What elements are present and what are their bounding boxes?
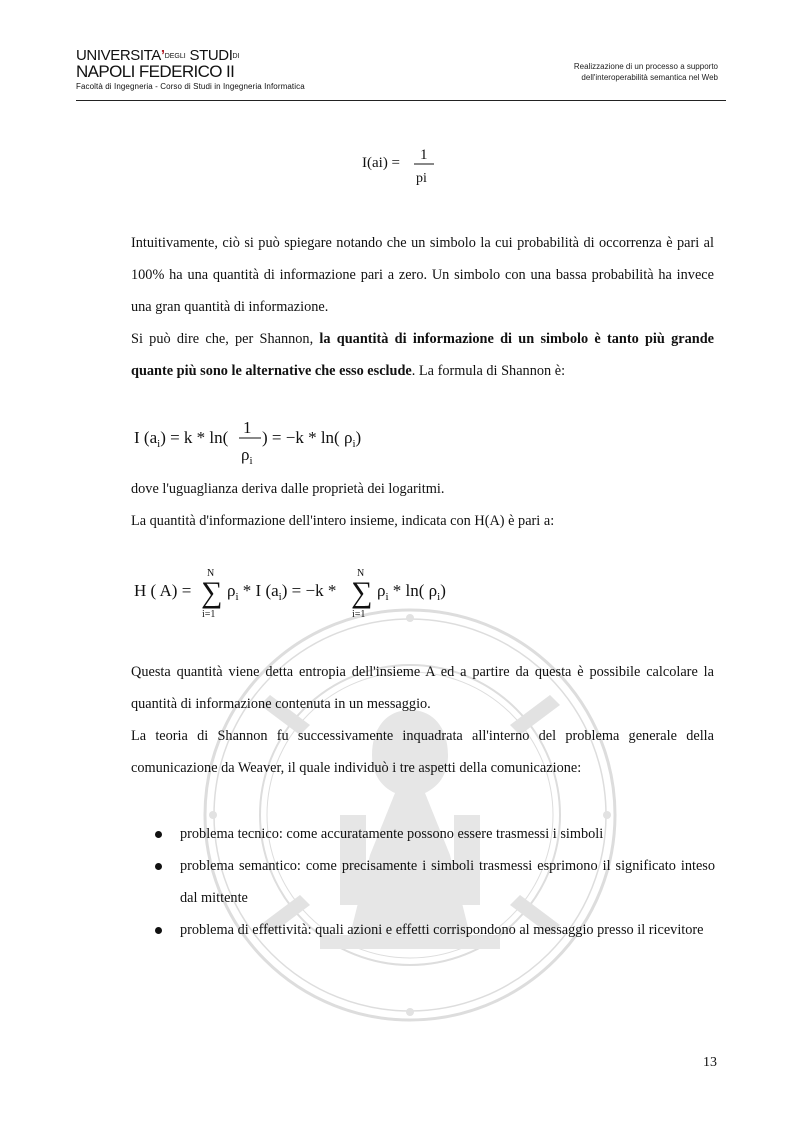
formula3-term2-c: ) — [440, 581, 446, 600]
logo-napoli-text: NAPOLI FEDERICO II — [76, 62, 235, 81]
formula1-lhs: I(ai) = — [362, 155, 401, 171]
formula2-sub-i-2: i — [352, 438, 356, 450]
svg-text:ρi — [241, 445, 253, 467]
formula2-denominator: ρ — [241, 445, 250, 464]
formula3-sum2-top: N — [357, 568, 365, 579]
svg-text:ρi * ln( ρi) — [377, 581, 446, 603]
formula3-term2-sub2: i — [437, 591, 441, 603]
paragraph-shannon-pre: Si può dire che, per Shannon, — [131, 331, 320, 347]
formula3-term1-a: ρ — [227, 581, 236, 600]
formula2-part3: ) = −k * ln( ρ — [262, 428, 353, 447]
formula2-part2: ) = k * ln( — [160, 428, 229, 447]
bullet-dot-icon — [155, 927, 162, 934]
list-item — [155, 818, 715, 850]
formula3-lhs: H ( A) = — [134, 581, 192, 600]
formula3-term1-b: * I (a — [238, 581, 279, 600]
running-header-line1: Realizzazione di un processo a supporto — [573, 62, 718, 71]
formula3-sum1-top: N — [207, 568, 215, 579]
formula2-numerator: 1 — [243, 418, 252, 437]
paragraph-shannon — [131, 323, 714, 387]
formula3-term1-sub2: i — [278, 591, 282, 603]
paragraph-entropy-intro: La quantità d'informazione dell'intero insieme, indicata con H(A) è pari a: — [131, 513, 555, 529]
list-item — [155, 850, 715, 914]
running-header-line2: dell'interoperabilità semantica nel Web — [581, 73, 718, 82]
svg-text:) = −k * ln( ρi) — [262, 428, 361, 450]
formula3-term1-c: ) = −k * — [281, 581, 337, 600]
list-item-text: problema di effettività: quali azioni e effetti corrispondono al messaggio presso il ricevitore — [180, 922, 704, 938]
formula3-sum1-bottom: i=1 — [202, 609, 216, 620]
bullet-dot-icon — [155, 831, 162, 838]
page-number: 13 — [703, 1055, 717, 1070]
formula3-sigma2: ∑ — [351, 576, 373, 609]
formula2-part1: I (a — [134, 428, 158, 447]
formula-shannon-information — [131, 410, 411, 470]
logo-studi-text: STUDI — [189, 47, 233, 64]
formula2-denominator-sub: i — [249, 455, 253, 467]
svg-text:ρi * I (ai) = −k * — [227, 581, 336, 603]
formula3-term2-a: ρ — [377, 581, 386, 600]
paragraph-shannon-post: . La formula di Shannon è: — [411, 363, 566, 379]
formula-information-basic — [360, 140, 450, 190]
bullet-dot-icon — [155, 863, 162, 870]
logo-university-text: UNIVERSITA — [76, 47, 161, 64]
paragraph-shannon-bold: la quantità di informazione di un simbolo è tanto più grande quante più sono le alternative che esso esclude — [131, 331, 714, 379]
running-header-title — [458, 61, 718, 83]
header-divider — [76, 100, 726, 101]
formula2-part4: ) — [355, 428, 362, 447]
formula3-sigma1: ∑ — [201, 576, 223, 609]
formula3-term2-b: * ln( ρ — [388, 581, 438, 600]
formula3-sum2-bottom: i=1 — [352, 609, 366, 620]
formula1-denominator: pi — [416, 171, 427, 186]
svg-text:I (ai) = k * ln( — [134, 428, 229, 450]
formula2-sub-i: i — [157, 438, 161, 450]
paragraph-weaver: La teoria di Shannon fu successivamente inquadrata all'interno del problema generale della comunicazione da Weaver, il quale individuò i tre aspetti della comunicazione: — [131, 728, 714, 776]
list-item — [155, 914, 715, 946]
list-item-text: problema tecnico: come accuratamente possono essere trasmessi i simboli — [180, 826, 604, 842]
list-item-text: problema semantico: come precisamente i simboli trasmessi esprimono il significato inteso dal mittente — [180, 858, 715, 906]
paragraph-log-properties: dove l'uguaglianza deriva dalle proprietà dei logaritmi. — [131, 481, 445, 497]
formula1-numerator: 1 — [420, 147, 428, 163]
logo-degli-text: DEGLI — [164, 53, 186, 60]
logo-di-text: DI — [232, 53, 240, 60]
formula-entropy — [131, 562, 471, 624]
formula3-term2-sub: i — [385, 591, 389, 603]
faculty-line: Facoltà di Ingegneria - Corso di Studi in Ingegneria Informatica — [76, 82, 305, 91]
document-page: UNIVERSITA’DEGLI STUDIDI NAPOLI FEDERICO II Facoltà di Ingegneria - Corso di Studi in Ingegneria Informatica Realizzazione di un processo a supporto dell'interoperabilità semantica nel Web I(ai) = 1 pi Intuitivamente, ciò si può spiegare notando che un simbolo la cui probabilità di occorrenza è pari al 100% ha una quantità di informazione pari a zero. Un simbolo con una bassa probabilità ha invece una gran quantità di informazione. Si può dire che, per Shannon, la quantità di informazione di un simbolo è tanto più grande quante più sono le alternative che esso esclude. La formula di Shannon è: I $(a_i) = k * \ln$( 1 $\rho_i$ ) = −k * ln( $\rho_i$) dove l'uguaglianza deriva dalle proprietà dei logaritmi. La quantità d'informazione dell'intero insieme, indicata con H(A) è pari a: H ( A) = N ∑ i=1 $\rho_i$ * I $(a_i) = -k$ * N ∑ i=1 $\rho_i * \ln$( $\rho_i$) Questa quantità viene detta entropia dell'insieme A ed a partire da questa è possibile calcolare la quantità di informazione contenuta in un messaggio. La teoria di Shannon fu successivamente inquadrata all'interno del problema generale della comunicazione da Weaver, il quale individuò i tre aspetti della comunicazione: problema tecnico: come accuratamente possono essere trasmessi i simboli problema semantico: come precisamente i simboli trasmessi esprimono il significato inteso dal mittente problema di effettività: quali azioni e effetti corrispondono al messaggio presso il ricevitore 13 — [0, 0, 794, 1123]
paragraph-intuition: Intuitivamente, ciò si può spiegare notando che un simbolo la cui probabilità di occorrenza è pari al 100% ha una quantità di informazione pari a zero. Un simbolo con una bassa probabilità ha invece una gran quantità di informazione. — [131, 235, 714, 315]
paragraph-entropy-definition: Questa quantità viene detta entropia dell'insieme A ed a partire da questa è possibile calcolare la quantità di informazione contenuta in un messaggio. — [131, 664, 714, 712]
communication-aspects-list — [155, 818, 715, 946]
formula3-term1-sub: i — [235, 591, 239, 603]
